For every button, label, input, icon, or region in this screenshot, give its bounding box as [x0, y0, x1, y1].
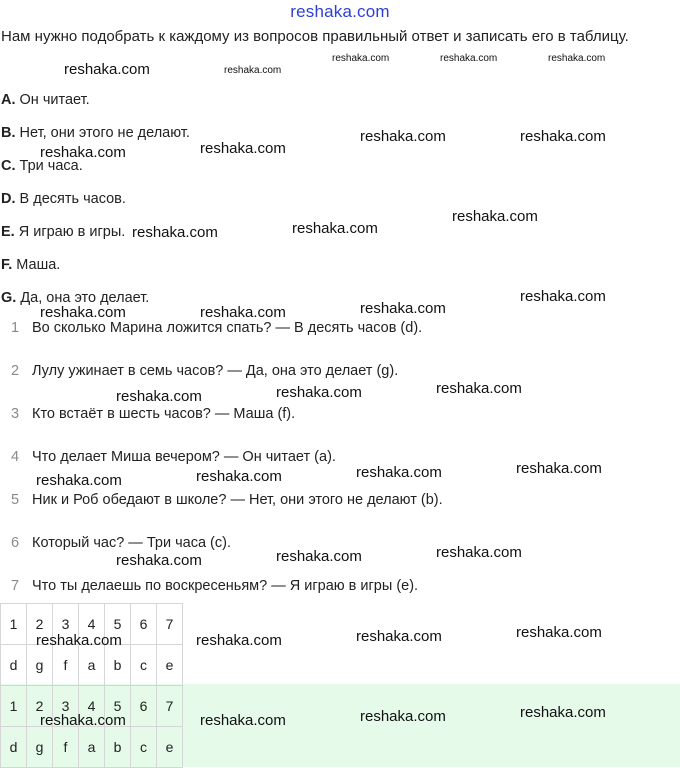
table-cell: 6 — [131, 686, 157, 727]
option-g: G. Да, она это делает. — [1, 290, 150, 306]
table-cell: 1 — [1, 604, 27, 645]
question-number: 7 — [11, 578, 20, 594]
option-d: D. В десять часов. — [1, 191, 126, 207]
watermark: reshaka.com — [116, 552, 202, 569]
table-cell: 7 — [157, 686, 183, 727]
table-row — [1, 645, 183, 686]
watermark: reshaka.com — [436, 380, 522, 397]
question-3: 3 Кто встаёт в шесть часов? — Маша (f). — [11, 406, 296, 422]
watermark: reshaka.com — [116, 388, 202, 405]
watermark: reshaka.com — [132, 224, 218, 241]
table-cell: 7 — [157, 604, 183, 645]
question-2: 2 Лулу ужинает в семь часов? — Да, она это делает (g). — [11, 363, 399, 379]
watermark: reshaka.com — [40, 144, 126, 161]
watermark: reshaka.com — [224, 65, 282, 76]
watermark: reshaka.com — [36, 632, 122, 649]
option-e: E. Я играю в игры. — [1, 224, 126, 240]
watermark: reshaka.com — [200, 712, 286, 729]
watermark: reshaka.com — [356, 464, 442, 481]
watermark: reshaka.com — [64, 61, 150, 78]
table-cell: g — [27, 645, 53, 686]
watermark: reshaka.com — [200, 304, 286, 321]
task-intro: Нам нужно подобрать к каждому из вопросов правильный ответ и записать его в таблицу. — [1, 28, 629, 45]
table-cell: 6 — [131, 604, 157, 645]
site-logo[interactable]: reshaka.com — [290, 2, 390, 21]
watermark: reshaka.com — [520, 128, 606, 145]
question-7: 7 Что ты делаешь по воскресеньям? — Я играю в игры (e). — [11, 578, 419, 594]
watermark: reshaka.com — [440, 53, 498, 64]
table-cell: g — [27, 727, 53, 768]
watermark: reshaka.com — [356, 628, 442, 645]
watermark: reshaka.com — [196, 632, 282, 649]
watermark: reshaka.com — [516, 460, 602, 477]
table-cell: e — [157, 727, 183, 768]
question-number: 5 — [11, 492, 20, 508]
watermark: reshaka.com — [36, 472, 122, 489]
table-cell: 4 — [79, 604, 105, 645]
table-cell: d — [1, 727, 27, 768]
watermark: reshaka.com — [40, 304, 126, 321]
table-cell: a — [79, 645, 105, 686]
watermark: reshaka.com — [436, 544, 522, 561]
watermark: reshaka.com — [360, 128, 446, 145]
table-cell: 2 — [27, 604, 53, 645]
watermark: reshaka.com — [520, 288, 606, 305]
question-number: 3 — [11, 406, 20, 422]
watermark: reshaka.com — [360, 708, 446, 725]
question-number: 6 — [11, 535, 20, 551]
watermark: reshaka.com — [360, 300, 446, 317]
option-c: C. Три часа. — [1, 158, 83, 174]
watermark: reshaka.com — [40, 712, 126, 729]
question-number: 4 — [11, 449, 20, 465]
table-cell: b — [105, 645, 131, 686]
table-cell: f — [53, 727, 79, 768]
watermark: reshaka.com — [196, 468, 282, 485]
watermark: reshaka.com — [516, 624, 602, 641]
watermark: reshaka.com — [276, 384, 362, 401]
table-cell: f — [53, 645, 79, 686]
watermark: reshaka.com — [332, 53, 390, 64]
table-cell: c — [131, 727, 157, 768]
table-cell: 2 — [27, 686, 53, 727]
question-4: 4 Что делает Миша вечером? — Он читает (a). — [11, 449, 336, 465]
table-cell: 3 — [53, 686, 79, 727]
question-5: 5 Ник и Роб обедают в школе? — Нет, они этого не делают (b). — [11, 492, 443, 508]
watermark: reshaka.com — [548, 53, 606, 64]
watermark: reshaka.com — [276, 548, 362, 565]
watermark: reshaka.com — [200, 140, 286, 157]
option-b: B. Нет, они этого не делают. — [1, 125, 190, 141]
table-cell: c — [131, 645, 157, 686]
question-number: 2 — [11, 363, 20, 379]
table-cell: 1 — [1, 686, 27, 727]
table-cell: b — [105, 727, 131, 768]
watermark: reshaka.com — [520, 704, 606, 721]
table-cell: a — [79, 727, 105, 768]
watermark: reshaka.com — [452, 208, 538, 225]
table-cell: 5 — [105, 604, 131, 645]
table-row — [1, 727, 183, 768]
table-cell: 5 — [105, 686, 131, 727]
table-cell: e — [157, 645, 183, 686]
table-cell: 4 — [79, 686, 105, 727]
table-cell: 3 — [53, 604, 79, 645]
question-1: 1 Во сколько Марина ложится спать? — В десять часов (d). — [11, 320, 423, 336]
watermark: reshaka.com — [292, 220, 378, 237]
question-number: 1 — [11, 320, 20, 336]
option-f: F. Маша. — [1, 257, 61, 273]
table-cell: d — [1, 645, 27, 686]
question-6: 6 Который час? — Три часа (c). — [11, 535, 231, 551]
option-a: A. Он читает. — [1, 92, 90, 108]
